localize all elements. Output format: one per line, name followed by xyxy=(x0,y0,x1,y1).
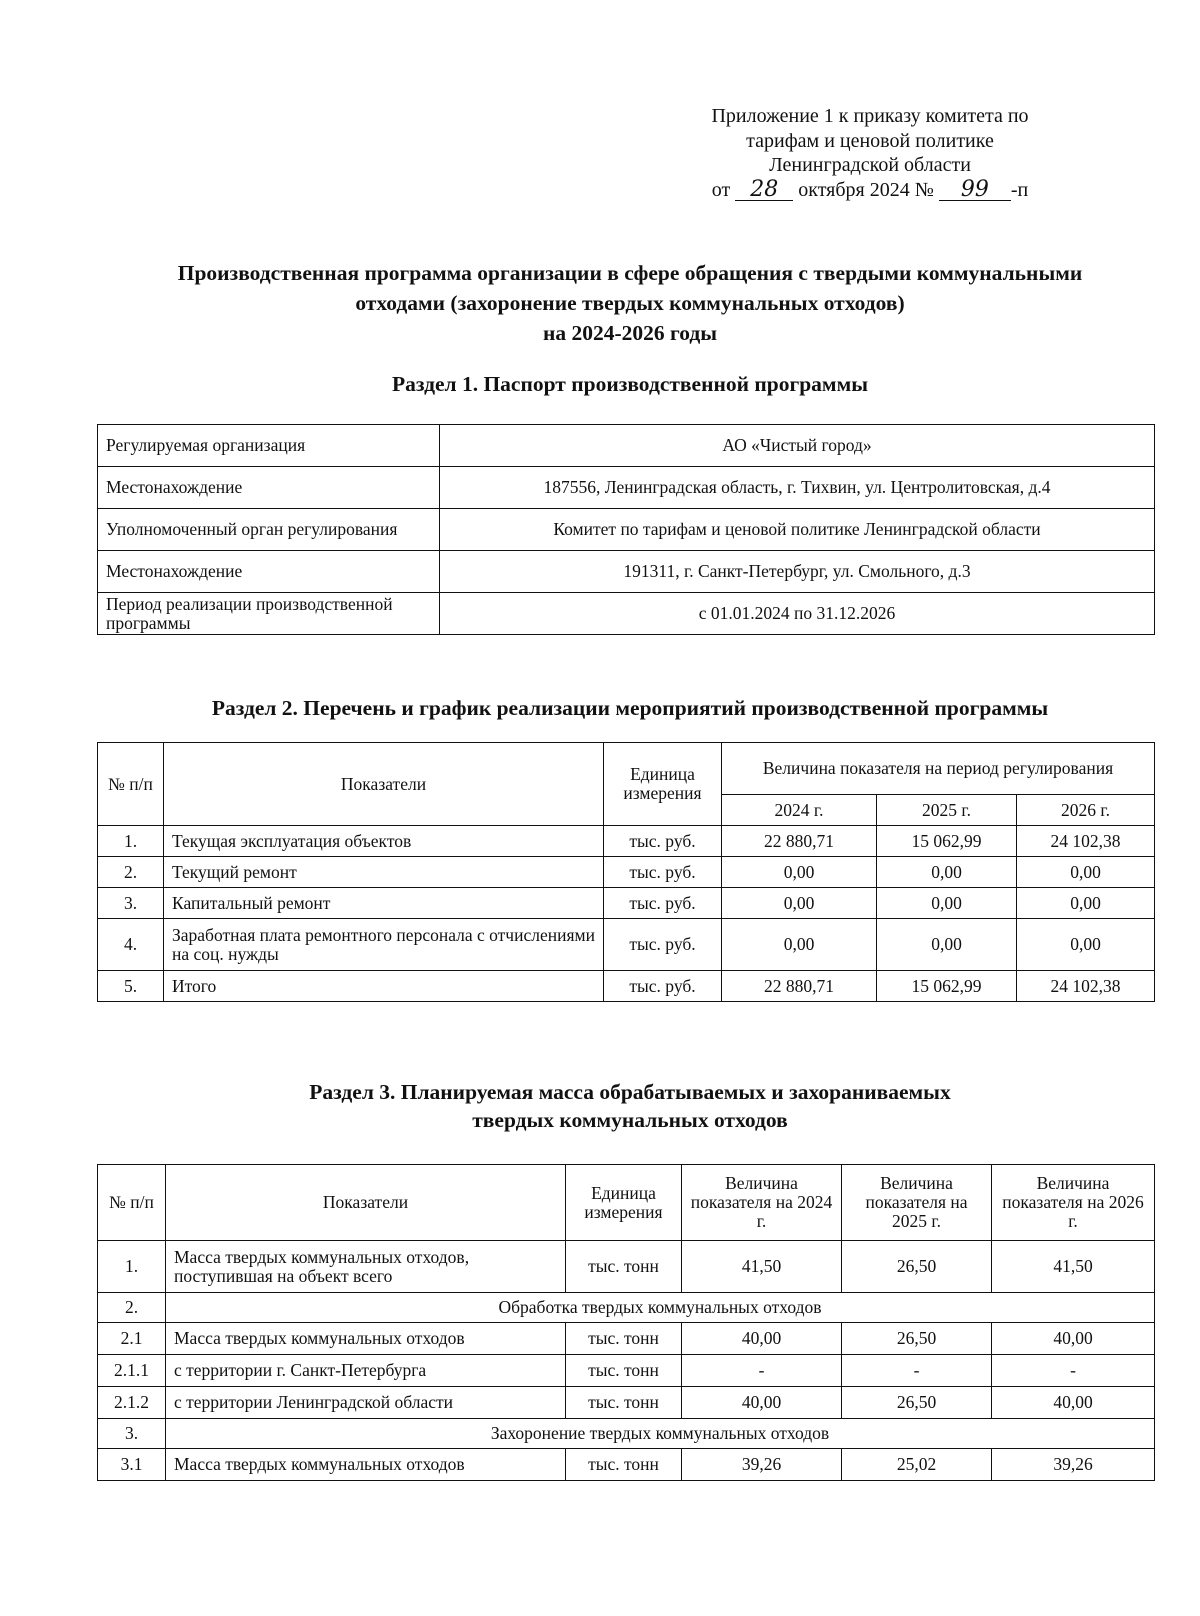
section-2-title: Раздел 2. Перечень и график реализации мероприятий производственной программы xyxy=(211,696,1049,720)
header-indicator: Показатели xyxy=(166,1165,566,1241)
row-unit: тыс. руб. xyxy=(604,857,722,888)
value-2024: 0,00 xyxy=(722,919,877,971)
passport-label: Местонахождение xyxy=(98,467,440,509)
row-num: 2.1.2 xyxy=(98,1387,166,1419)
table-row xyxy=(98,888,1155,919)
value-2026: - xyxy=(992,1355,1155,1387)
table-row xyxy=(98,971,1155,1002)
section-1-title: Раздел 1. Паспорт производственной программы xyxy=(391,372,869,396)
row-unit: тыс. тонн xyxy=(566,1323,682,1355)
waste-mass-table xyxy=(97,1164,1155,1481)
section-3-title-line-1: Раздел 3. Планируемая масса обрабатываемых и захораниваемых xyxy=(309,1080,951,1104)
header-2026: 2026 г. xyxy=(1017,795,1155,826)
row-unit: тыс. тонн xyxy=(566,1449,682,1481)
header-line-3: Ленинградской области xyxy=(769,154,971,176)
value-2026: 0,00 xyxy=(1017,888,1155,919)
value-2025: - xyxy=(842,1355,992,1387)
row-name: Текущая эксплуатация объектов xyxy=(164,826,604,857)
header-unit: Единица измерения xyxy=(604,743,722,826)
value-2026: 24 102,38 xyxy=(1017,971,1155,1002)
row-num: 5. xyxy=(98,971,164,1002)
row-num: 3.1 xyxy=(98,1449,166,1481)
table-group-row xyxy=(98,1419,1155,1449)
value-2024: 0,00 xyxy=(722,857,877,888)
value-2025: 26,50 xyxy=(842,1241,992,1293)
passport-value: 187556, Ленинградская область, г. Тихвин, ул. Центролитовская, д.4 xyxy=(440,467,1155,509)
handwritten-order-number: 99 xyxy=(939,180,1011,201)
group-label: Обработка твердых коммунальных отходов xyxy=(166,1293,1155,1323)
value-2024: - xyxy=(682,1355,842,1387)
table-row xyxy=(98,1323,1155,1355)
passport-value: с 01.01.2024 по 31.12.2026 xyxy=(440,593,1155,635)
order-suffix: -п xyxy=(1010,178,1029,201)
section-3-title xyxy=(60,1078,1200,1134)
header-line-1: Приложение 1 к приказу комитета по xyxy=(711,105,1029,127)
value-2026: 0,00 xyxy=(1017,919,1155,971)
header-num: № п/п xyxy=(98,743,164,826)
header-2025: Величина показателя на 2025 г. xyxy=(842,1165,992,1241)
table-row xyxy=(98,467,1155,509)
value-2024: 22 880,71 xyxy=(722,971,877,1002)
table-group-row xyxy=(98,1293,1155,1323)
table-header-row xyxy=(98,743,1155,795)
passport-value: АО «Чистый город» xyxy=(440,425,1155,467)
handwritten-day: 28 xyxy=(735,180,793,201)
value-2025: 0,00 xyxy=(877,857,1017,888)
activities-table xyxy=(97,742,1155,1002)
header-2024: 2024 г. xyxy=(722,795,877,826)
row-num: 1. xyxy=(98,1241,166,1293)
row-unit: тыс. тонн xyxy=(566,1355,682,1387)
value-2026: 40,00 xyxy=(992,1323,1155,1355)
title-line-3: на 2024-2026 годы xyxy=(542,321,718,345)
table-row xyxy=(98,1241,1155,1293)
value-2024: 0,00 xyxy=(722,888,877,919)
document-title xyxy=(60,258,1200,348)
header-unit: Единица измерения xyxy=(566,1165,682,1241)
row-name: Заработная плата ремонтного персонала с отчислениями на соц. нужды xyxy=(164,919,604,971)
value-2026: 39,26 xyxy=(992,1449,1155,1481)
row-unit: тыс. тонн xyxy=(566,1241,682,1293)
value-2024: 39,26 xyxy=(682,1449,842,1481)
passport-label: Местонахождение xyxy=(98,551,440,593)
header-num: № п/п xyxy=(98,1165,166,1241)
header-2026: Величина показателя на 2026 г. xyxy=(992,1165,1155,1241)
table-row xyxy=(98,857,1155,888)
table-row xyxy=(98,509,1155,551)
row-name: с территории г. Санкт-Петербурга xyxy=(166,1355,566,1387)
value-2025: 26,50 xyxy=(842,1387,992,1419)
passport-value: 191311, г. Санкт-Петербург, ул. Смольного, д.3 xyxy=(440,551,1155,593)
table-row xyxy=(98,551,1155,593)
value-2025: 26,50 xyxy=(842,1323,992,1355)
title-line-2: отходами (захоронение твердых коммунальных отходов) xyxy=(355,291,905,315)
value-2026: 0,00 xyxy=(1017,857,1155,888)
header-value-group: Величина показателя на период регулирования xyxy=(722,743,1155,795)
value-2024: 41,50 xyxy=(682,1241,842,1293)
header-line-2: тарифам и ценовой политике xyxy=(746,129,994,152)
value-2025: 0,00 xyxy=(877,919,1017,971)
row-name: Масса твердых коммунальных отходов, поступившая на объект всего xyxy=(166,1241,566,1293)
header-indicator: Показатели xyxy=(164,743,604,826)
row-num: 2. xyxy=(98,1293,166,1323)
value-2026: 41,50 xyxy=(992,1241,1155,1293)
table-row xyxy=(98,425,1155,467)
row-name: Масса твердых коммунальных отходов xyxy=(166,1449,566,1481)
table-row xyxy=(98,593,1155,635)
passport-label: Период реализации производственной программы xyxy=(98,593,440,635)
table-header-row xyxy=(98,1165,1155,1241)
header-date-line xyxy=(640,178,1100,203)
passport-value: Комитет по тарифам и ценовой политике Ленинградской области xyxy=(440,509,1155,551)
row-unit: тыс. руб. xyxy=(604,888,722,919)
value-2024: 40,00 xyxy=(682,1323,842,1355)
value-2025: 25,02 xyxy=(842,1449,992,1481)
row-name: Капитальный ремонт xyxy=(164,888,604,919)
row-unit: тыс. руб. xyxy=(604,971,722,1002)
value-2024: 40,00 xyxy=(682,1387,842,1419)
header-2024: Величина показателя на 2024 г. xyxy=(682,1165,842,1241)
row-num: 2.1.1 xyxy=(98,1355,166,1387)
row-num: 2.1 xyxy=(98,1323,166,1355)
value-2024: 22 880,71 xyxy=(722,826,877,857)
row-num: 3. xyxy=(98,1419,166,1449)
row-name: Текущий ремонт xyxy=(164,857,604,888)
date-prefix: от xyxy=(711,178,731,201)
date-rest: октября 2024 № xyxy=(798,178,934,201)
value-2026: 24 102,38 xyxy=(1017,826,1155,857)
row-name: Масса твердых коммунальных отходов xyxy=(166,1323,566,1355)
table-row xyxy=(98,1355,1155,1387)
row-num: 3. xyxy=(98,888,164,919)
value-2025: 0,00 xyxy=(877,888,1017,919)
passport-table xyxy=(97,424,1155,635)
title-line-1: Производственная программа организации в сфере обращения с твердыми коммунальными xyxy=(177,261,1083,285)
passport-label: Уполномоченный орган регулирования xyxy=(98,509,440,551)
row-unit: тыс. тонн xyxy=(566,1387,682,1419)
group-label: Захоронение твердых коммунальных отходов xyxy=(166,1419,1155,1449)
table-row xyxy=(98,826,1155,857)
table-row xyxy=(98,919,1155,971)
row-num: 1. xyxy=(98,826,164,857)
row-unit: тыс. руб. xyxy=(604,919,722,971)
row-name: с территории Ленинградской области xyxy=(166,1387,566,1419)
header-2025: 2025 г. xyxy=(877,795,1017,826)
row-num: 2. xyxy=(98,857,164,888)
order-reference xyxy=(640,104,1100,202)
table-row xyxy=(98,1387,1155,1419)
section-3-title-line-2: твердых коммунальных отходов xyxy=(472,1108,788,1132)
table-row xyxy=(98,1449,1155,1481)
passport-label: Регулируемая организация xyxy=(98,425,440,467)
value-2025: 15 062,99 xyxy=(877,826,1017,857)
row-unit: тыс. руб. xyxy=(604,826,722,857)
value-2026: 40,00 xyxy=(992,1387,1155,1419)
row-num: 4. xyxy=(98,919,164,971)
row-name: Итого xyxy=(164,971,604,1002)
value-2025: 15 062,99 xyxy=(877,971,1017,1002)
